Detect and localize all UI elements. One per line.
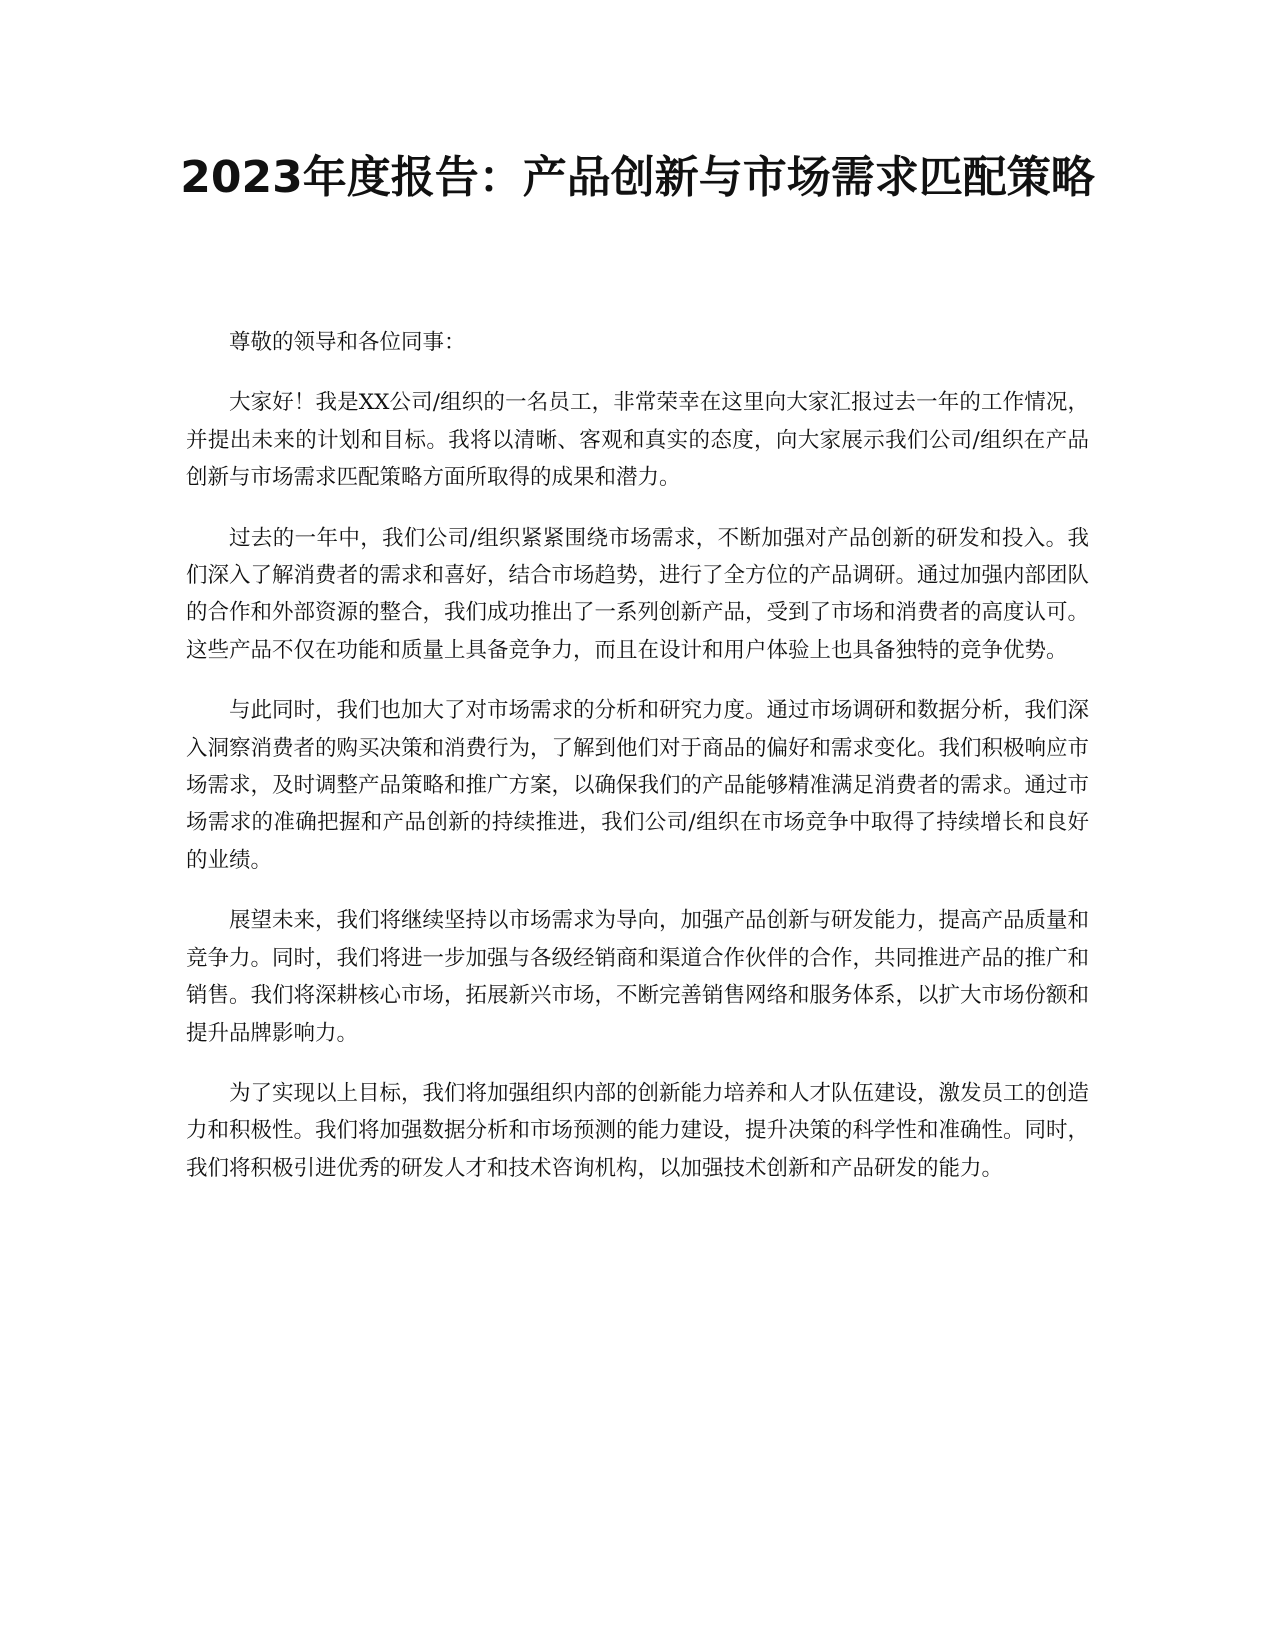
body-paragraph-4: 展望未来，我们将继续坚持以市场需求为导向，加强产品创新与研发能力，提高产品质量和竞争力。同时，我们将进一步加强与各级经销商和渠道合作伙伴的合作，共同推进产品的推广和销售。我们将深耕核心市场，拓展新兴市场，不断完善销售网络和服务体系，以扩大市场份额和提升品牌影响力。 — [186, 908, 1090, 1046]
document-title: 2023年度报告：产品创新与市场需求匹配策略 — [180, 152, 1095, 203]
greeting: 尊敬的领导和各位同事： — [229, 330, 466, 355]
body-paragraph-3: 与此同时，我们也加大了对市场需求的分析和研究力度。通过市场调研和数据分析，我们深入洞察消费者的购买决策和消费行为，了解到他们对于商品的偏好和需求变化。我们积极响应市场需求，及时调整产品策略和推广方案，以确保我们的产品能够精准满足消费者的需求。通过市场需求的准确把握和产品创新的持续推进，我们公司/组织在市场竞争中取得了持续增长和良好的业绩。 — [186, 698, 1090, 873]
document-body — [186, 324, 1089, 1210]
body-paragraph-1: 大家好！我是XX公司/组织的一名员工，非常荣幸在这里向大家汇报过去一年的工作情况，并提出未来的计划和目标。我将以清晰、客观和真实的态度，向大家展示我们公司/组织在产品创新与市场需求匹配策略方面所取得的成果和潜力。 — [186, 390, 1089, 491]
body-paragraph-5: 为了实现以上目标，我们将加强组织内部的创新能力培养和人才队伍建设，激发员工的创造力和积极性。我们将加强数据分析和市场预测的能力建设，提升决策的科学性和准确性。同时，我们将积极引进优秀的研发人才和技术咨询机构，以加强技术创新和产品研发的能力。 — [186, 1080, 1090, 1181]
body-paragraph-2: 过去的一年中，我们公司/组织紧紧围绕市场需求，不断加强对产品创新的研发和投入。我们深入了解消费者的需求和喜好，结合市场趋势，进行了全方位的产品调研。通过加强内部团队的合作和外部资源的整合，我们成功推出了一系列创新产品，受到了市场和消费者的高度认可。这些产品不仅在功能和质量上具备竞争力，而且在设计和用户体验上也具备独特的竞争优势。 — [186, 525, 1090, 663]
